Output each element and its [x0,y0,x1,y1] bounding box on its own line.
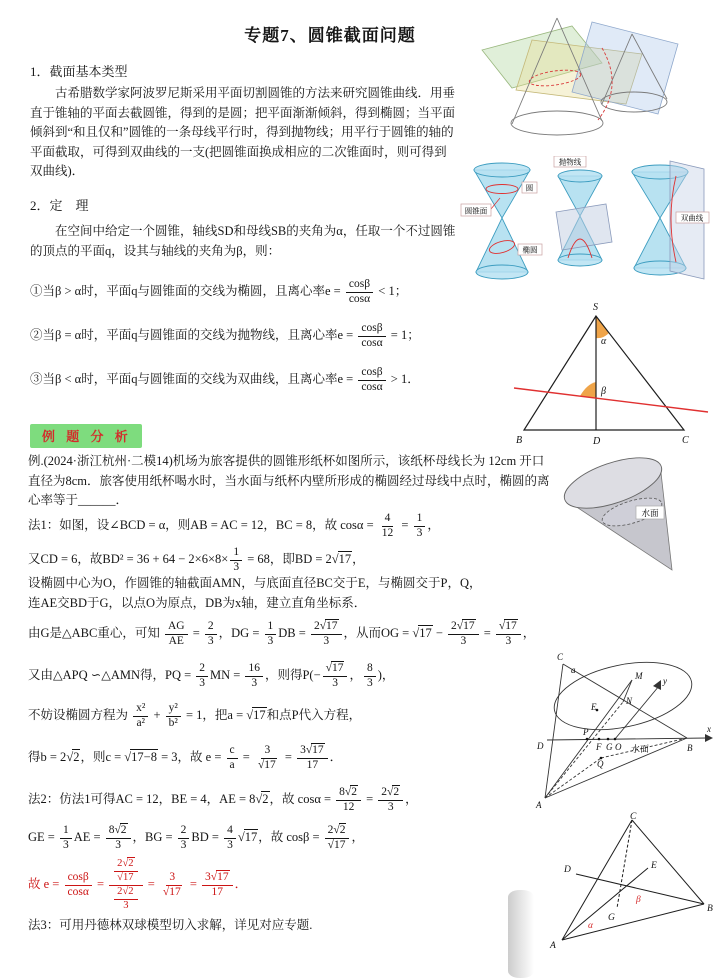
section1-heading: 1．截面基本类型 [30,64,128,79]
svg-text:Q: Q [597,759,604,769]
svg-text:D: D [537,741,544,751]
label-cone-surface: 圆锥面 [464,206,488,216]
figure-apollonius-sketch [452,8,708,150]
svg-text:E: E [651,861,657,871]
method1-line2: 又CD = 6，故BD² = 36 + 64 − 2×6×8× $\frac{1}{3}$ = 68，即BD = 2√17， [28,546,365,574]
label-circle: 圆 [525,183,534,193]
svg-text:B: B [687,743,693,753]
svg-text:P: P [583,727,589,737]
x-axis-arrow [705,734,713,742]
double-cone-hyperbola [632,161,709,279]
section2-heading: 2．定 理 [30,198,89,213]
example-analysis-badge: 例 题 分 析 [30,424,142,448]
figure-paper-cup [552,446,708,590]
method2-line1: 法2：仿法1可得AC = 12，BE = 4，AE = 8√2，故 cosα = $\frac{8√2}{12}$ = $\frac{2√2}{3}$ ， [28,786,418,814]
theorem-item-1: ①当β > α时，平面q与圆锥面的交线为椭圆，且离心率e = $\frac{\cos\beta}{\cos\alpha}$ < 1； [30,278,408,306]
method1-line7: 不妨设椭圆方程为 $\frac{\text{x²}}{\text{a²}}$ + $\frac{\text{y²}}{\text{b²}}$ = 1，把a = √17和点P代入方程， [28,702,362,730]
double-cone-parabola [554,156,612,266]
double-cone-ellipse [461,163,542,279]
page-title: 专题7、圆锥截面问题 [244,26,416,45]
method1-line8: 得b = 2√2，则c = √17−8 = 3，故 e = $\frac{c}{a}$ = $\frac{3}{√17}$ = $\frac{3√17}{17}$ ． [28,744,343,772]
figure-triangle-angles [542,812,716,956]
svg-text:B: B [516,435,523,446]
svg-text:C: C [557,652,564,662]
svg-text:M: M [635,671,643,681]
sketch-planes [482,22,678,114]
section1-paragraph: 古希腊数学家阿波罗尼斯采用平面切割圆锥的方法来研究圆锥曲线．用垂直于锥轴的平面去截圆锥，得到的是圆；把平面渐渐倾斜，得到椭圆；当平面倾斜到“和且仅和”圆锥的一条母线平行时，得到抛物线；用平行于圆锥的轴的平面截取，可得到双曲线的一支(把圆锥面换成相应的二次锥面时，则可得到双曲线)． [30,86,456,178]
svg-text:E: E [591,702,597,712]
svg-text:S: S [593,302,598,313]
svg-text:β: β [601,386,606,397]
page-curl-shadow [508,890,534,978]
svg-text:G: G [606,742,613,752]
theorem-item-2: ②当β = α时，平面q与圆锥面的交线为抛物线，且离心率e = $\frac{\cos\beta}{\cos\alpha}$ = 1； [30,322,420,350]
svg-text:D: D [593,436,601,447]
svg-text:B: B [707,904,713,914]
method1-line3: 设椭圆中心为O，作圆锥的轴截面AMN，与底面直径BC交于E，与椭圆交于P，Q， [28,576,482,590]
method2-line2: GE = $\frac{1}{3}$ AE = $\frac{8√2}{3}$ ，BG = $\frac{2}{3}$ BD = $\frac{4}{3}$ √17，故 cosβ = $\frac{2√2}{√17}$ ， [28,824,364,852]
svg-text:x: x [707,724,711,734]
svg-text:α: α [588,921,593,931]
svg-text:F: F [596,742,602,752]
method1-line4: 连AE交BD于G，以点O为原点，DB为x轴，建立直角坐标系． [28,596,367,610]
svg-text:β: β [636,895,641,905]
svg-text:A: A [536,800,542,810]
section2-paragraph: 在空间中给定一个圆锥，轴线SD和母线SB的夹角为α，任取一个不过圆锥的顶点的平面q，设其与轴线的夹角为β，则： [30,224,456,258]
theorem-item-3: ③当β < α时，平面q与圆锥面的交线为双曲线，且离心率e = $\frac{\cos\beta}{\cos\alpha}$ > 1． [30,366,420,394]
figure-conic-sections [460,156,710,290]
label-ellipse: 椭圆 [522,245,538,255]
example-statement: 例.(2024·浙江杭州·二模14)机场为旅客提供的圆锥形纸杯如图所示，该纸杯母线长为 12cm 开口直径为8cm．旅客使用纸杯喝水时，当水面与纸杯内壁所形成的椭圆经过母线中点时，椭圆的离心率等于______． [28,454,550,507]
triangle2-lines [562,820,704,940]
method1-line1: 法1：如图，设∠BCD = α，则AB = AC = 12，BC = 8，故 cosα = $\frac{4}{12}$ = $\frac{1}{3}$ ， [28,512,440,540]
svg-text:A: A [550,941,556,951]
svg-text:水面: 水面 [631,744,650,754]
beta-angle-wedge [580,382,596,398]
svg-text:C: C [630,812,637,822]
svg-text:O: O [615,742,622,752]
svg-text:D: D [564,865,571,875]
label-hyperbola: 双曲线 [680,213,704,223]
svg-text:G: G [608,913,615,923]
method3-line: 法3：可用丹德林双球模型切入求解，详见对应专题. [28,918,313,932]
method1-line6: 又由△APQ ∽△AMN得，PQ = $\frac{2}{3}$ MN = $\frac{16}{3}$ ，则得P(− $\frac{√17}{3}$ ， $\frac{8}{3}$ )， [28,662,395,690]
svg-text:y: y [663,676,667,686]
cone-wireframe [545,651,707,798]
svg-text:C: C [682,435,689,446]
label-water-surface: 水面 [641,508,659,518]
method2-result-red: 故 e = $\frac{\cos\beta}{\cos\alpha}$ = $\frac{\frac{2√2}{√17}}{\frac{2√2}{3}}$ = $\frac{3}{√17}$ = $\frac{3√17}{17}$ ． [28,858,248,912]
svg-text:N: N [626,696,633,706]
svg-text:a: a [571,665,576,675]
label-parabola: 抛物线 [558,157,582,167]
svg-text:α: α [601,336,607,347]
figure-cone-axial-triangle [512,298,710,448]
figure-cone-coordinates [535,650,715,814]
method1-line5: 由G是△ABC重心，可知 $\frac{AG}{AE}$ = $\frac{2}{3}$ ，DG = $\frac{1}{3}$ DB = $\frac{2√17}{3}$ ，从而OG = √17 − $\frac{2√17}{3}$ = $\frac{√17}{3}$ ， [28,620,536,648]
